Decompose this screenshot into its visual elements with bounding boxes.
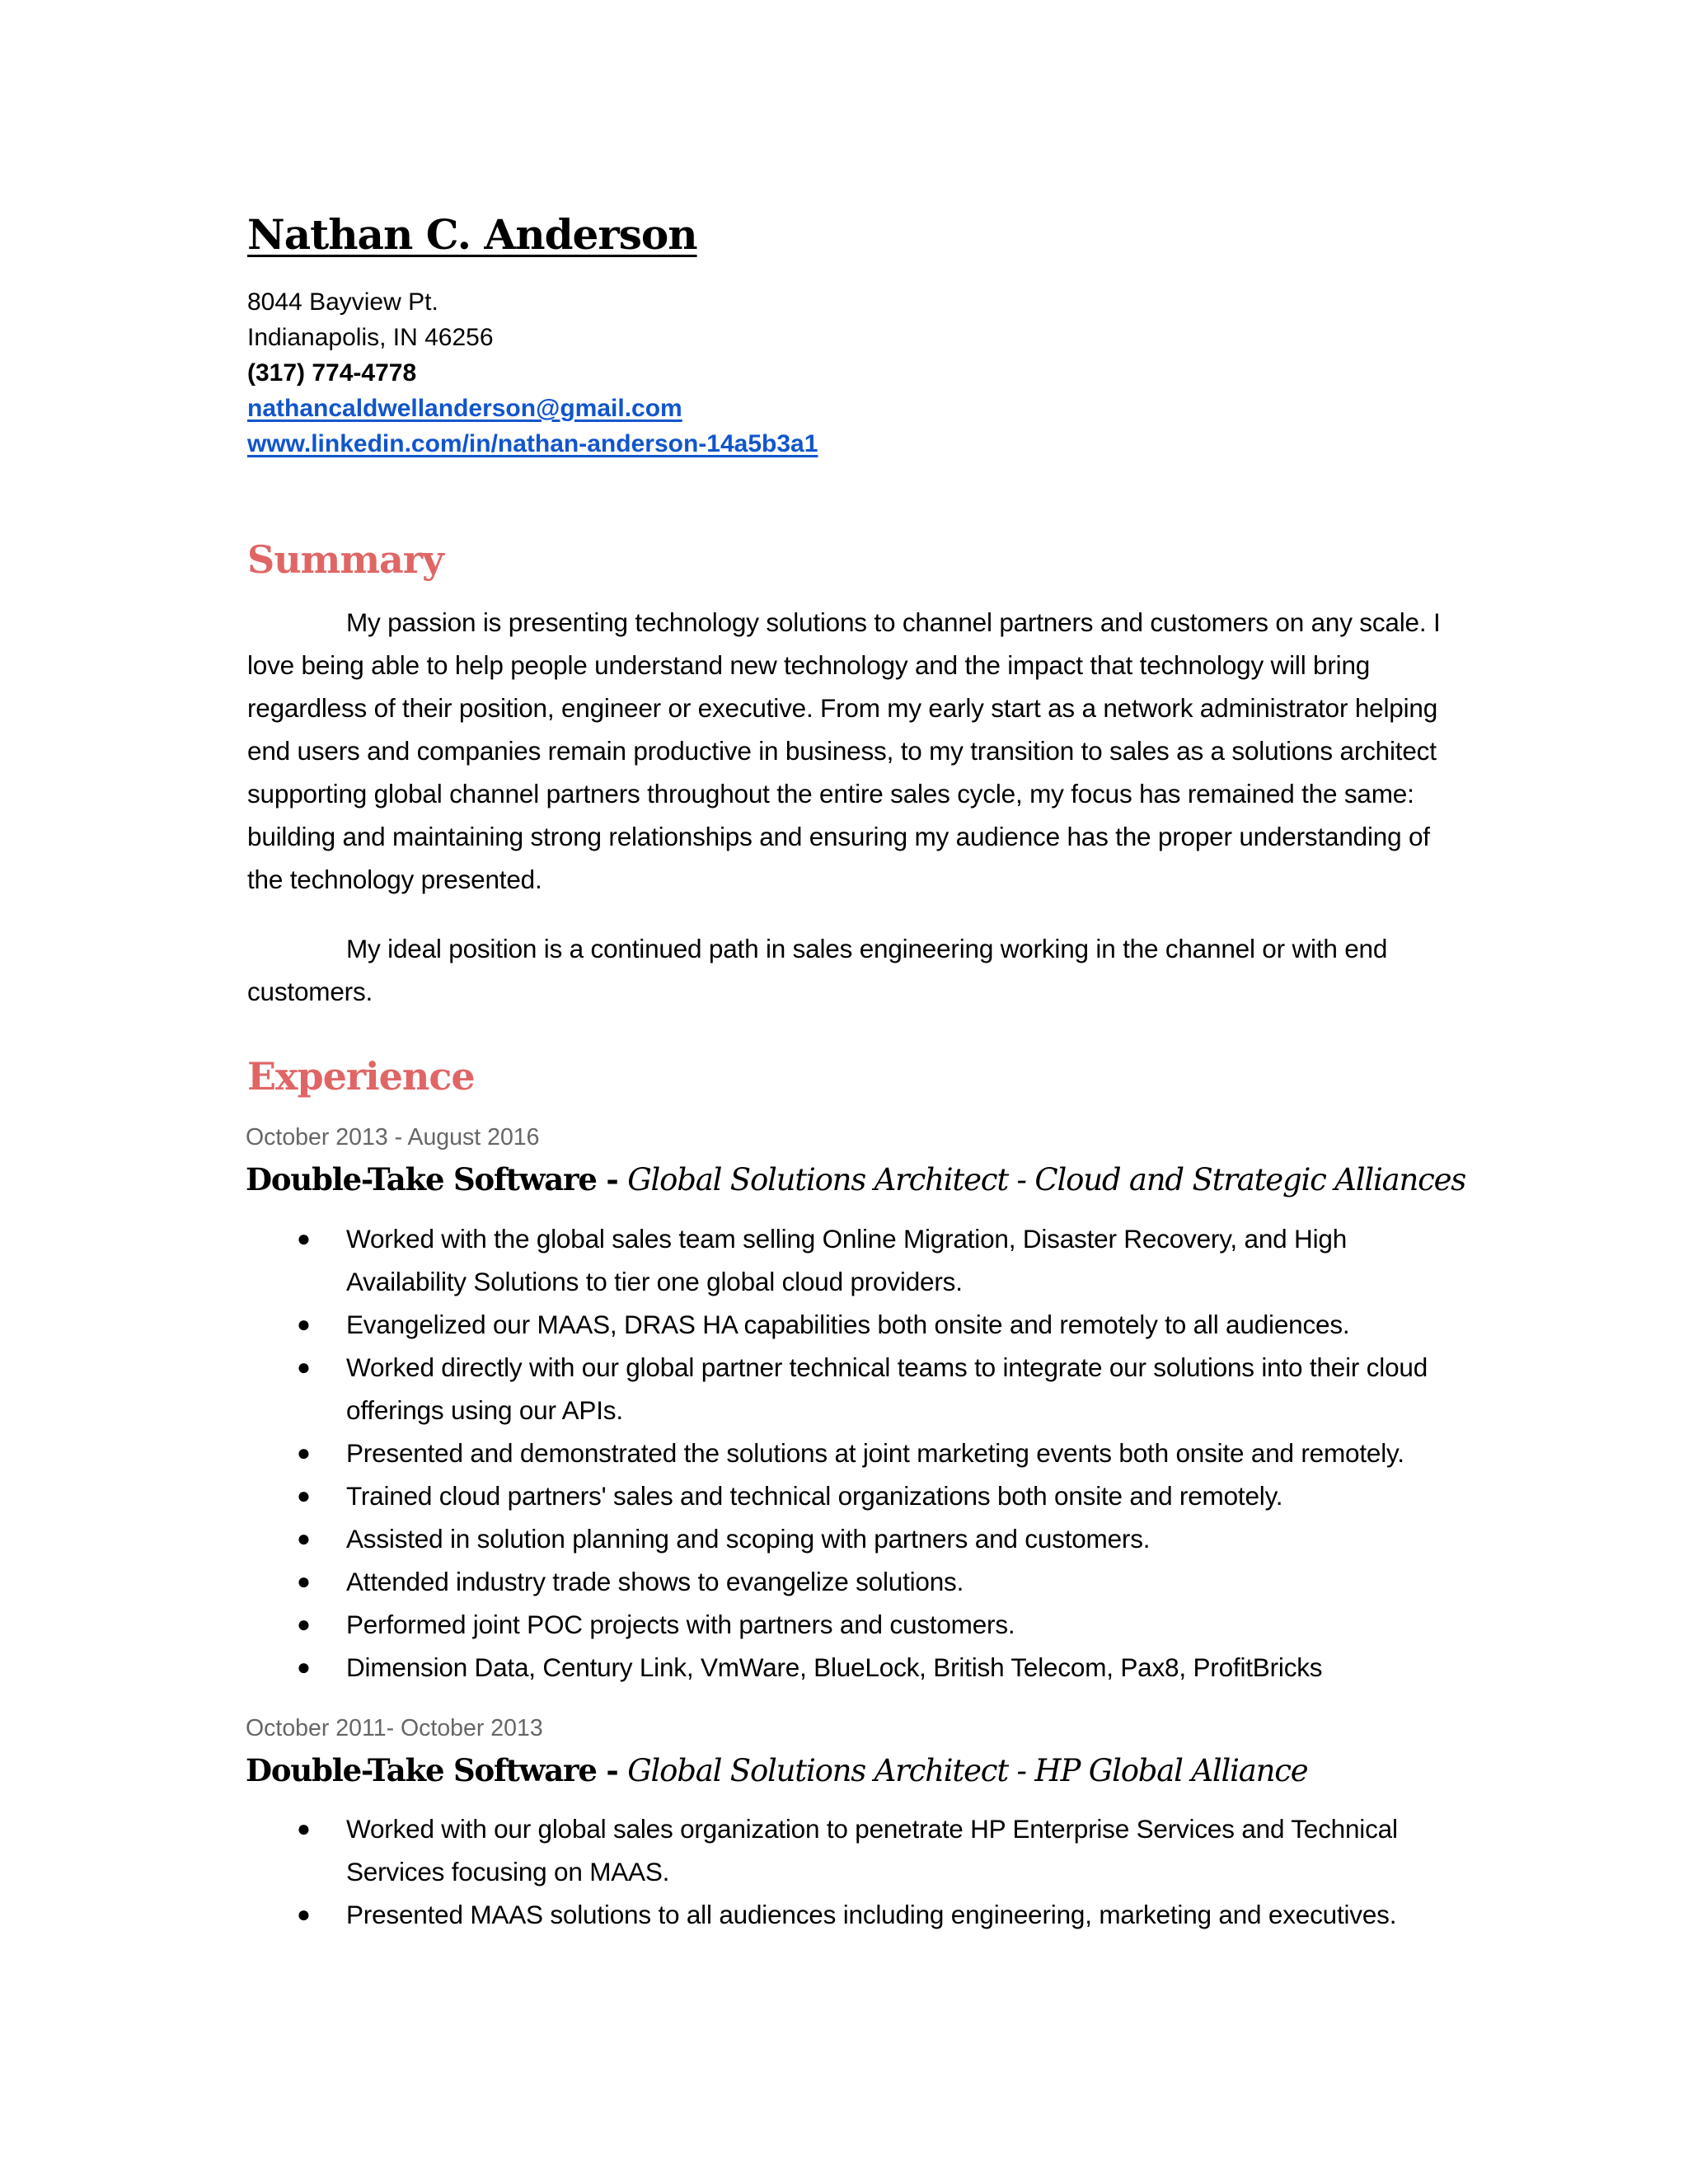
job-company: Double-Take Software - xyxy=(246,1161,628,1198)
experience-heading: Experience xyxy=(247,1054,475,1099)
job-bullet xyxy=(297,1303,1441,1346)
job-bullet-text: Dimension Data, Century Link, VmWare, BlueLock, British Telecom, Pax8, ProfitBricks xyxy=(346,1652,1323,1682)
bullet-icon: ● xyxy=(297,1482,311,1508)
job-bullet-text: Worked directly with our global partner technical teams to integrate our solutions into their cloud offerings using our APIs. xyxy=(346,1352,1428,1425)
job-dates: October 2013 - August 2016 xyxy=(246,1124,540,1151)
bullet-icon: ● xyxy=(297,1653,311,1680)
bullet-icon: ● xyxy=(297,1353,311,1380)
job-bullet-text: Performed joint POC projects with partners and customers. xyxy=(346,1609,1015,1639)
address-line-2: Indianapolis, IN 46256 xyxy=(247,324,494,351)
job-bullet xyxy=(297,1560,1441,1603)
job-bullet-list xyxy=(247,1807,1441,1936)
bullet-icon: ● xyxy=(297,1525,311,1551)
job-bullet-text: Attended industry trade shows to evangelize solutions. xyxy=(346,1566,964,1596)
address-line-1: 8044 Bayview Pt. xyxy=(247,288,438,316)
bullet-icon: ● xyxy=(297,1439,311,1465)
job-title xyxy=(246,1160,1466,1200)
bullet-icon: ● xyxy=(297,1310,311,1337)
linkedin-link[interactable]: www.linkedin.com/in/nathan-anderson-14a5b3a1 xyxy=(247,430,818,457)
job-bullet-text: Evangelized our MAAS, DRAS HA capabilities both onsite and remotely to all audiences. xyxy=(346,1309,1350,1339)
job-role: Global Solutions Architect - Cloud and Strategic Alliances xyxy=(627,1162,1466,1198)
job-bullet xyxy=(297,1603,1441,1646)
job-title xyxy=(246,1750,1441,1791)
bullet-icon: ● xyxy=(297,1610,311,1637)
job-company: Double-Take Software - xyxy=(246,1751,628,1788)
job-bullet xyxy=(297,1807,1441,1893)
email-link[interactable]: nathancaldwellanderson@gmail.com xyxy=(247,395,682,422)
job-bullet-list xyxy=(247,1217,1441,1689)
job-dates: October 2011- October 2013 xyxy=(246,1714,543,1741)
bullet-icon: ● xyxy=(297,1900,311,1927)
bullet-icon: ● xyxy=(297,1815,311,1841)
contact-block xyxy=(247,284,1441,462)
summary-paragraph-1: My passion is presenting technology solutions to channel partners and customers on any scale. I love being able to help people understand new technology and the impact that technology will bring regardless of their position, engineer or executive. From my early start as a network administrator helping end users and companies remain productive in business, to my transition to sales as a solutions architect supporting global channel partners throughout the entire sales cycle, my focus has remained the same: building and maintaining strong relationships and ensuring my audience has the proper understanding of the technology presented. xyxy=(247,607,1441,895)
summary-heading: Summary xyxy=(247,537,443,582)
job-bullet-text: Presented and demonstrated the solutions at joint marketing events both onsite and remotely. xyxy=(346,1437,1404,1468)
job-bullet-text: Worked with our global sales organization to penetrate HP Enterprise Services and Technical Services focusing on MAAS. xyxy=(346,1813,1398,1886)
job-bullet xyxy=(297,1893,1441,1936)
job-bullet-text: Assisted in solution planning and scoping with partners and customers. xyxy=(346,1523,1151,1554)
bullet-icon: ● xyxy=(297,1225,311,1251)
summary-paragraph-2: My ideal position is a continued path in sales engineering working in the channel or with end customers. xyxy=(247,934,1388,1007)
job-bullet xyxy=(297,1217,1441,1303)
job-bullet xyxy=(297,1517,1441,1560)
resume-name: Nathan C. Anderson xyxy=(247,210,697,259)
job-role: Global Solutions Architect - HP Global Alliance xyxy=(627,1752,1308,1788)
job-entry-1 xyxy=(246,1122,1466,1688)
job-bullet xyxy=(297,1646,1441,1689)
job-bullet-text: Presented MAAS solutions to all audiences including engineering, marketing and executives. xyxy=(346,1899,1397,1929)
job-entry-2 xyxy=(247,1713,1441,1936)
job-bullet xyxy=(297,1432,1441,1474)
job-bullet xyxy=(297,1474,1441,1517)
phone-number: (317) 774-4778 xyxy=(247,359,417,387)
bullet-icon: ● xyxy=(297,1568,311,1594)
job-bullet-text: Trained cloud partners' sales and technical organizations both onsite and remotely. xyxy=(346,1480,1283,1511)
job-bullet xyxy=(297,1346,1441,1432)
job-bullet-text: Worked with the global sales team selling Online Migration, Disaster Recovery, and High Availability Solutions to tier one global cloud providers. xyxy=(346,1223,1348,1296)
